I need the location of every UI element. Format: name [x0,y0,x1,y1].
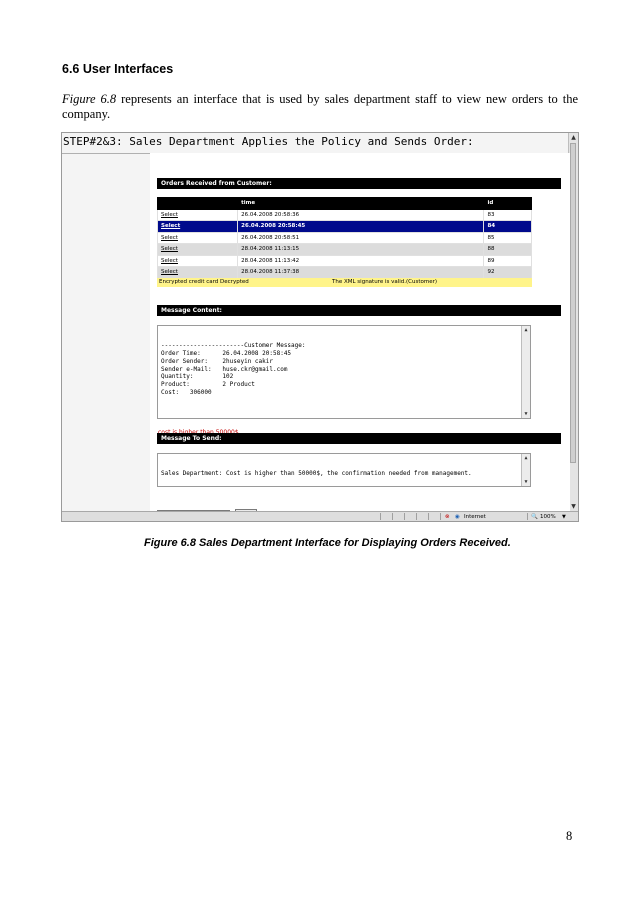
table-row[interactable] [158,209,532,221]
order-id: 84 [484,221,532,233]
screenshot-figure [61,132,579,522]
textarea-scrollbar[interactable] [521,454,530,486]
table-row[interactable] [158,232,532,244]
order-time: 28.04.2008 11:37:38 [238,267,484,279]
order-id: 83 [484,209,532,221]
zoom-level[interactable]: 100% [540,514,556,520]
select-link[interactable]: Select [161,246,178,253]
select-link[interactable]: Select [161,269,178,276]
step-title: STEP#2&3: Sales Department Applies the Policy and Sends Order: [63,135,474,148]
scroll-thumb[interactable] [570,143,576,463]
decrypt-status: Encrypted credit card Decrypted [159,279,249,285]
status-divider [404,513,405,520]
table-row[interactable] [158,267,532,279]
scroll-up-arrow-icon[interactable]: ▲ [571,134,576,141]
intro-paragraph [62,92,578,122]
page-number: 8 [566,829,573,843]
browser-status-bar [62,511,578,522]
scroll-up-arrow-icon[interactable]: ▲ [524,455,528,461]
orders-header-bar: Orders Received from Customer: [157,178,561,189]
content-panel [150,153,570,511]
order-id: 88 [484,244,532,256]
table-row[interactable] [158,255,532,267]
column-header-action [158,198,238,210]
message-content-text: -----------------------Customer Message: Order Time: 26.04.2008 20:58:45 Order Sender: 2huseyin cakir Sender e-Mail: huse.ckr@gmail.com Quantity: 102 Product: 2 Product Cost: 306000 [161,342,306,396]
order-time: 26.04.2008 20:58:51 [238,232,484,244]
chevron-down-icon[interactable]: ▼ [562,514,566,520]
orders-table [157,197,532,279]
textarea-scrollbar[interactable] [521,326,530,418]
order-id: 85 [484,232,532,244]
status-strip [157,278,532,287]
order-time: 28.04.2008 11:13:42 [238,255,484,267]
select-link[interactable]: Select [161,223,181,230]
column-header-id: id [484,198,532,210]
table-row-selected[interactable] [158,221,532,233]
order-id: 89 [484,255,532,267]
order-time: 26.04.2008 20:58:45 [238,221,484,233]
scroll-down-arrow-icon[interactable]: ▼ [524,411,528,417]
table-row[interactable] [158,244,532,256]
send-header-bar: Message To Send: [157,433,561,444]
order-time: 28.04.2008 11:13:15 [238,244,484,256]
scroll-down-arrow-icon[interactable]: ▼ [571,503,576,510]
message-to-send-text: Sales Department: Cost is higher than 50000$, the confirmation needed from management. [161,470,472,478]
column-header-time: time [238,198,484,210]
figure-reference: Figure 6.8 [62,92,117,106]
order-id: 92 [484,267,532,279]
globe-icon: ◉ [455,514,460,520]
status-divider [392,513,393,520]
status-divider [380,513,381,520]
intro-text: represents an interface that is used by sales department staff to view new orders to the company. [62,92,578,121]
select-link[interactable]: Select [161,211,178,218]
figure-caption: Figure 6.8 Sales Department Interface for Displaying Orders Received. [144,537,511,549]
select-link[interactable]: Select [161,234,178,241]
message-to-send-textarea[interactable] [157,453,531,487]
zoom-icon: 🔍 [531,514,538,520]
zone-label: Internet [464,514,486,520]
blocked-icon: ⊗ [445,514,450,520]
status-divider [527,513,528,520]
scroll-down-arrow-icon[interactable]: ▼ [524,479,528,485]
status-divider [440,513,441,520]
signature-status: The XML signature is valid.(Customer) [332,279,438,285]
select-link[interactable]: Select [161,257,178,264]
message-header-bar: Message Content: [157,305,561,316]
status-divider [416,513,417,520]
scroll-up-arrow-icon[interactable]: ▲ [524,327,528,333]
message-content-textarea[interactable] [157,325,531,419]
section-title: 6.6 User Interfaces [62,62,174,76]
status-divider [428,513,429,520]
table-header-row [158,198,532,210]
order-time: 26.04.2008 20:58:36 [238,209,484,221]
